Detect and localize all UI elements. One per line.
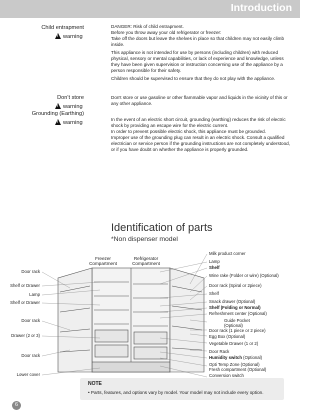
paragraph: Improper use of the grounding plug can result in an electric shock. Consult a qualified electrician or service person if the grounding instructions are not completely understood, or if you have doubt on whether the appliance is properly grounded.: [111, 135, 290, 152]
header-title: Introduction: [230, 2, 292, 14]
warning-badge-child: !warning: [55, 33, 83, 40]
part-label: Shelf: [209, 291, 219, 296]
paragraph: Don't store or use gasoline or other flammable vapor and liquids in the vicinity of this or any other appliance.: [111, 95, 288, 106]
paragraph: Take off the doors but leave the shelves in place so that children may not easily climb inside.: [111, 36, 285, 47]
warning-label-grounding: Grounding (Earthing): [31, 111, 84, 117]
part-label: Lamp: [209, 259, 220, 264]
part-label: Snack drawer (Optional): [209, 299, 256, 304]
section-subtitle: *Non dispenser model: [111, 236, 178, 243]
part-label: Door rack: [21, 318, 40, 323]
page-number: 6: [12, 401, 21, 410]
part-label: Wine rake (Folder or wire) (Optional): [209, 273, 279, 278]
paragraph: This appliance is not intended for use by persons (including children) with reduced physical, sensory or mental capabilities, or lack of experience and knowledge, unless they have been given supervision or instruction concerning use of the appliance by a person responsible for their safety.: [111, 50, 284, 73]
paragraph: In order to prevent possible electric shock, this appliance must be grounded.: [111, 129, 266, 134]
section-title: Identification of parts: [111, 222, 213, 234]
part-label: Vegetable Drawer (1 or 2): [209, 341, 259, 346]
part-label: Door rack (1 piece or 2 piece): [209, 328, 266, 333]
freezer-compartment-label: Freezer Compartment: [89, 256, 117, 266]
warning-badge-store: !warning: [55, 103, 83, 110]
paragraph: In the event of an electric short circuit, grounding (earthing) reduces the risk of electric shock by providing an escape wire for the electric current.: [111, 117, 286, 128]
part-label: Egg Box (Optional): [209, 334, 246, 339]
part-label: Door rack: [21, 269, 40, 274]
part-label: Door Rack: [209, 349, 230, 354]
part-label: Lower cover: [16, 372, 40, 377]
part-label: Lamp: [29, 292, 40, 297]
part-label: Conversion switch: [209, 373, 244, 378]
part-label: Shelf or Drawer: [10, 283, 40, 288]
part-label: Door rack (Spiral or 2piece): [209, 283, 262, 288]
part-label: Humidity switch (Optional): [209, 355, 263, 360]
warning-label-store: Don't store: [57, 95, 84, 101]
warning-label-child: Child entrapment: [41, 25, 84, 31]
note-box: [80, 378, 284, 400]
refrigerator-compartment-label: Refrigerator Compartment: [132, 256, 160, 266]
part-label: Milk product corner: [209, 251, 246, 256]
note-text: • Parts, features, and options vary by model. Your model may not include every option.: [88, 390, 264, 395]
note-title: NOTE: [88, 381, 102, 387]
part-label: Shelf (Folding or Normal): [209, 305, 261, 310]
paragraph: Before you throw away your old refrigerator or freezer:: [111, 30, 222, 35]
part-label: Shelf: [209, 265, 220, 270]
part-label: Opti Temp Zone (Optional) Fresh compartment (Optional): [209, 362, 267, 372]
paragraph: DANGER: Risk of child entrapment.: [111, 24, 184, 29]
part-label: Drawer (2 or 3): [11, 333, 40, 338]
part-label: Guide Pocket (Optional): [224, 318, 250, 328]
part-label: Shelf or Drawer: [10, 300, 40, 305]
part-label: Refreshment center (Optional): [209, 311, 267, 316]
part-label: Door rack: [21, 353, 40, 358]
warning-badge-grounding: !warning: [55, 119, 83, 126]
paragraph: Children should be supervised to ensure that they do not play with the appliance.: [111, 76, 276, 81]
